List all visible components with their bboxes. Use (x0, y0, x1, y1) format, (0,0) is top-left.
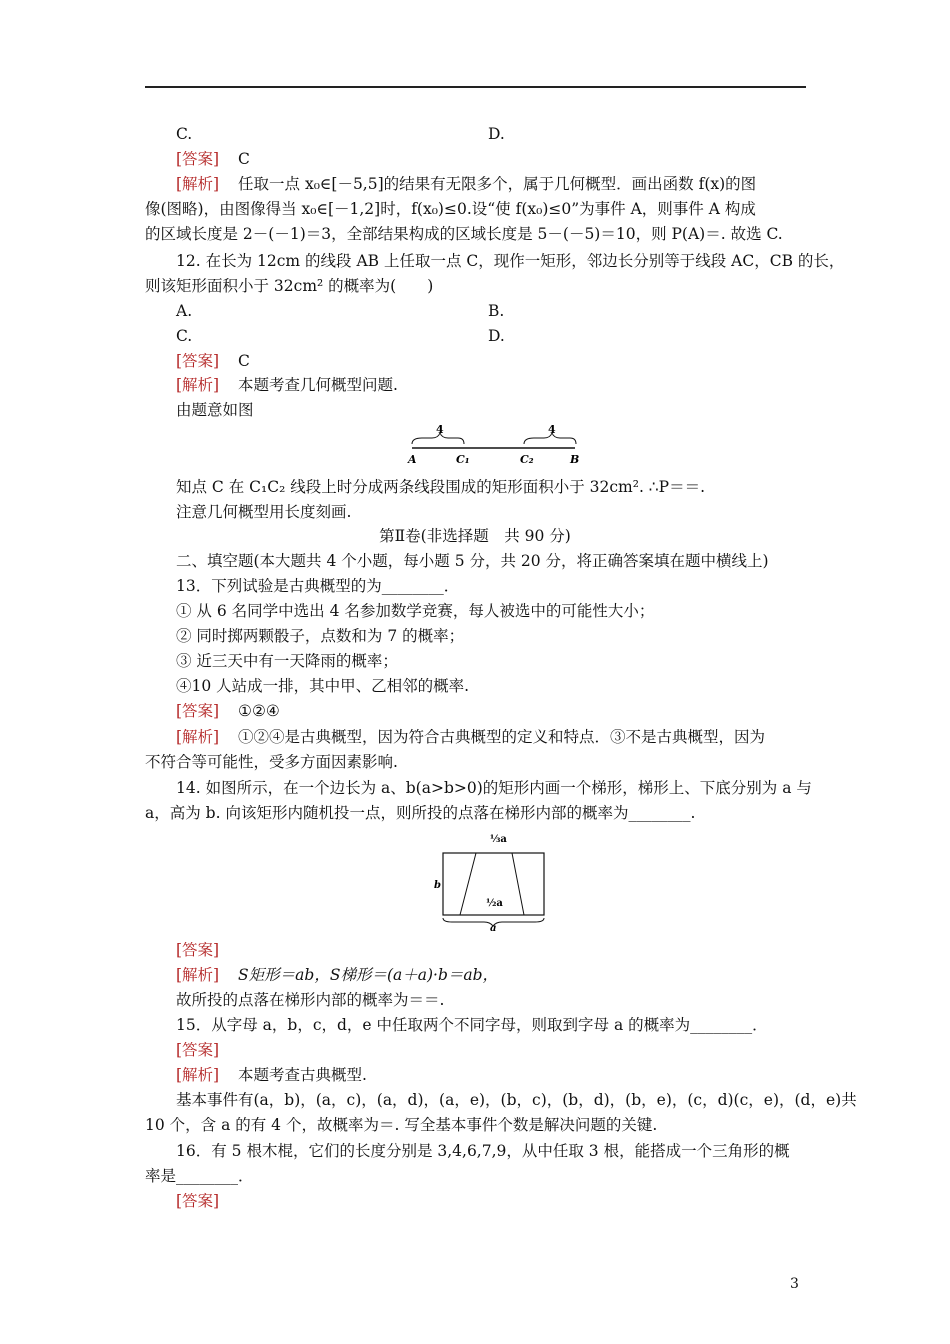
q12-option-a: A. (176, 302, 193, 320)
q14-analysis-line1 (176, 965, 498, 985)
q13-analysis-line1 (176, 727, 765, 747)
analysis-tag: [解析] (176, 376, 220, 394)
q11-answer: C (238, 150, 250, 168)
q16-stem-line2: 率是________． (145, 1167, 254, 1185)
page-number: 3 (790, 1276, 799, 1292)
q14-answer-line (176, 940, 219, 960)
q12-analysis-line4: 注意几何概型用长度刻画. (176, 503, 352, 521)
q13-item3: ③ 近三天中有一天降雨的概率； (176, 652, 398, 670)
top-base-label: ⅓a (490, 834, 507, 845)
answer-tag: [答案] (176, 1192, 220, 1210)
q13-item4: ④10 人站成一排，其中甲、乙相邻的概率. (176, 677, 470, 695)
q12-option-c: C. (176, 327, 193, 345)
point-a-label: A (408, 453, 417, 466)
point-b-label: B (570, 453, 580, 466)
q13-stem: 13．下列试验是古典概型的为________． (176, 577, 460, 595)
q14-stem-line1: 14. 如图所示，在一个边长为 a、b(a>b>0)的矩形内画一个梯形，梯形上、下底分别为 a 与 (176, 779, 812, 797)
q12-analysis-text1: 本题考查几何概型问题. (238, 376, 398, 394)
q15-analysis-line1 (176, 1065, 367, 1085)
segment-label-1: 4 (436, 424, 444, 436)
q11-analysis-line1 (176, 174, 756, 194)
q16-answer-line (176, 1191, 219, 1211)
q11-analysis-line3: 的区域长度是 2－(－1)＝3，全部结果构成的区域长度是 5－(－5)＝10，则 P(A)＝. 故选 C. (145, 225, 783, 243)
bottom-base-label: ½a (486, 898, 503, 909)
trapezoid-figure (432, 830, 552, 932)
q14-stem-line2: a，高为 b. 向该矩形内随机投一点，则所投的点落在梯形内部的概率为________. (145, 804, 696, 822)
q13-analysis-text1: ①②④是古典概型，因为符合古典概型的定义和特点．③不是古典概型，因为 (238, 728, 766, 746)
q15-answer-line (176, 1040, 219, 1060)
width-label: a (490, 923, 497, 932)
q12-option-d: D. (488, 327, 505, 345)
q13-answer-line (176, 701, 280, 721)
q12-answer-line (176, 351, 250, 371)
q15-analysis-line3: 10 个，含 a 的有 4 个，故概率为＝. 写全基本事件个数是解决问题的关键. (145, 1116, 658, 1134)
q13-item1: ① 从 6 名同学中选出 4 名参加数学竞赛，每人被选中的可能性大小； (176, 602, 655, 620)
q12-analysis-line2: 由题意如图 (176, 401, 254, 419)
q12-option-b: B. (488, 302, 505, 320)
q12-analysis-line1 (176, 375, 398, 395)
q13-analysis-line2: 不符合等可能性，受多方面因素影响. (145, 753, 398, 771)
height-label: b (434, 880, 441, 891)
q14-analysis-line2: 故所投的点落在梯形内部的概率为＝＝. (176, 991, 445, 1009)
q11-analysis-line2: 像(图略)，由图像得当 x₀∈[－1,2]时，f(x₀)≤0.设“使 f(x₀)≤0”为事件 A，则事件 A 构成 (145, 200, 756, 218)
q15-analysis-line2: 基本事件有(a，b)，(a，c)，(a，d)，(a，e)，(b，c)，(b，d)，(b，e)，(c，d)(c，e)，(d，e)共 (176, 1091, 857, 1109)
point-c1-label: C₁ (456, 453, 470, 466)
q11-analysis-text1: 任取一点 x₀∈[－5,5]的结果有无限多个，属于几何概型．画出函数 f(x)的图 (238, 175, 757, 193)
q13-item2: ② 同时掷两颗骰子，点数和为 7 的概率； (176, 627, 465, 645)
q12-answer: C (238, 352, 250, 370)
part2-title: 第Ⅱ卷(非选择题 共 90 分) (379, 527, 571, 545)
segment-figure (400, 424, 590, 468)
point-c2-label: C₂ (520, 453, 534, 466)
q12-analysis-line3: 知点 C 在 C₁C₂ 线段上时分成两条线段围成的矩形面积小于 32cm². ∴P＝＝. (176, 478, 706, 496)
q12-stem-line2: 则该矩形面积小于 32cm² 的概率为( ) (145, 277, 434, 295)
answer-tag: [答案] (176, 150, 220, 168)
answer-tag: [答案] (176, 1041, 220, 1059)
answer-tag: [答案] (176, 941, 220, 959)
answer-tag: [答案] (176, 702, 220, 720)
q11-option-d: D. (488, 125, 505, 143)
q12-stem-line1: 12. 在长为 12cm 的线段 AB 上任取一点 C，现作一矩形，邻边长分别等于线段 AC，CB 的长， (176, 252, 845, 270)
q11-option-c: C. (176, 125, 193, 143)
analysis-tag: [解析] (176, 966, 220, 984)
q15-analysis-text1: 本题考查古典概型. (238, 1066, 367, 1084)
q11-answer-line (176, 149, 250, 169)
q15-stem: 15．从字母 a，b，c，d，e 中任取两个不同字母，则取到字母 a 的概率为________． (176, 1016, 768, 1034)
section-heading: 二、填空题(本大题共 4 个小题，每小题 5 分，共 20 分，将正确答案填在题中横线上) (176, 552, 769, 570)
q14-analysis-text1: S矩形＝ab，S梯形＝(a＋a)·b＝ab， (238, 966, 499, 984)
header-rule (145, 86, 806, 88)
analysis-tag: [解析] (176, 175, 220, 193)
analysis-tag: [解析] (176, 728, 220, 746)
q16-stem-line1: 16．有 5 根木棍，它们的长度分别是 3,4,6,7,9，从中任取 3 根，能搭成一个三角形的概 (176, 1142, 790, 1160)
segment-label-2: 4 (548, 424, 556, 436)
q13-answer: ①②④ (238, 702, 280, 720)
analysis-tag: [解析] (176, 1066, 220, 1084)
answer-tag: [答案] (176, 352, 220, 370)
